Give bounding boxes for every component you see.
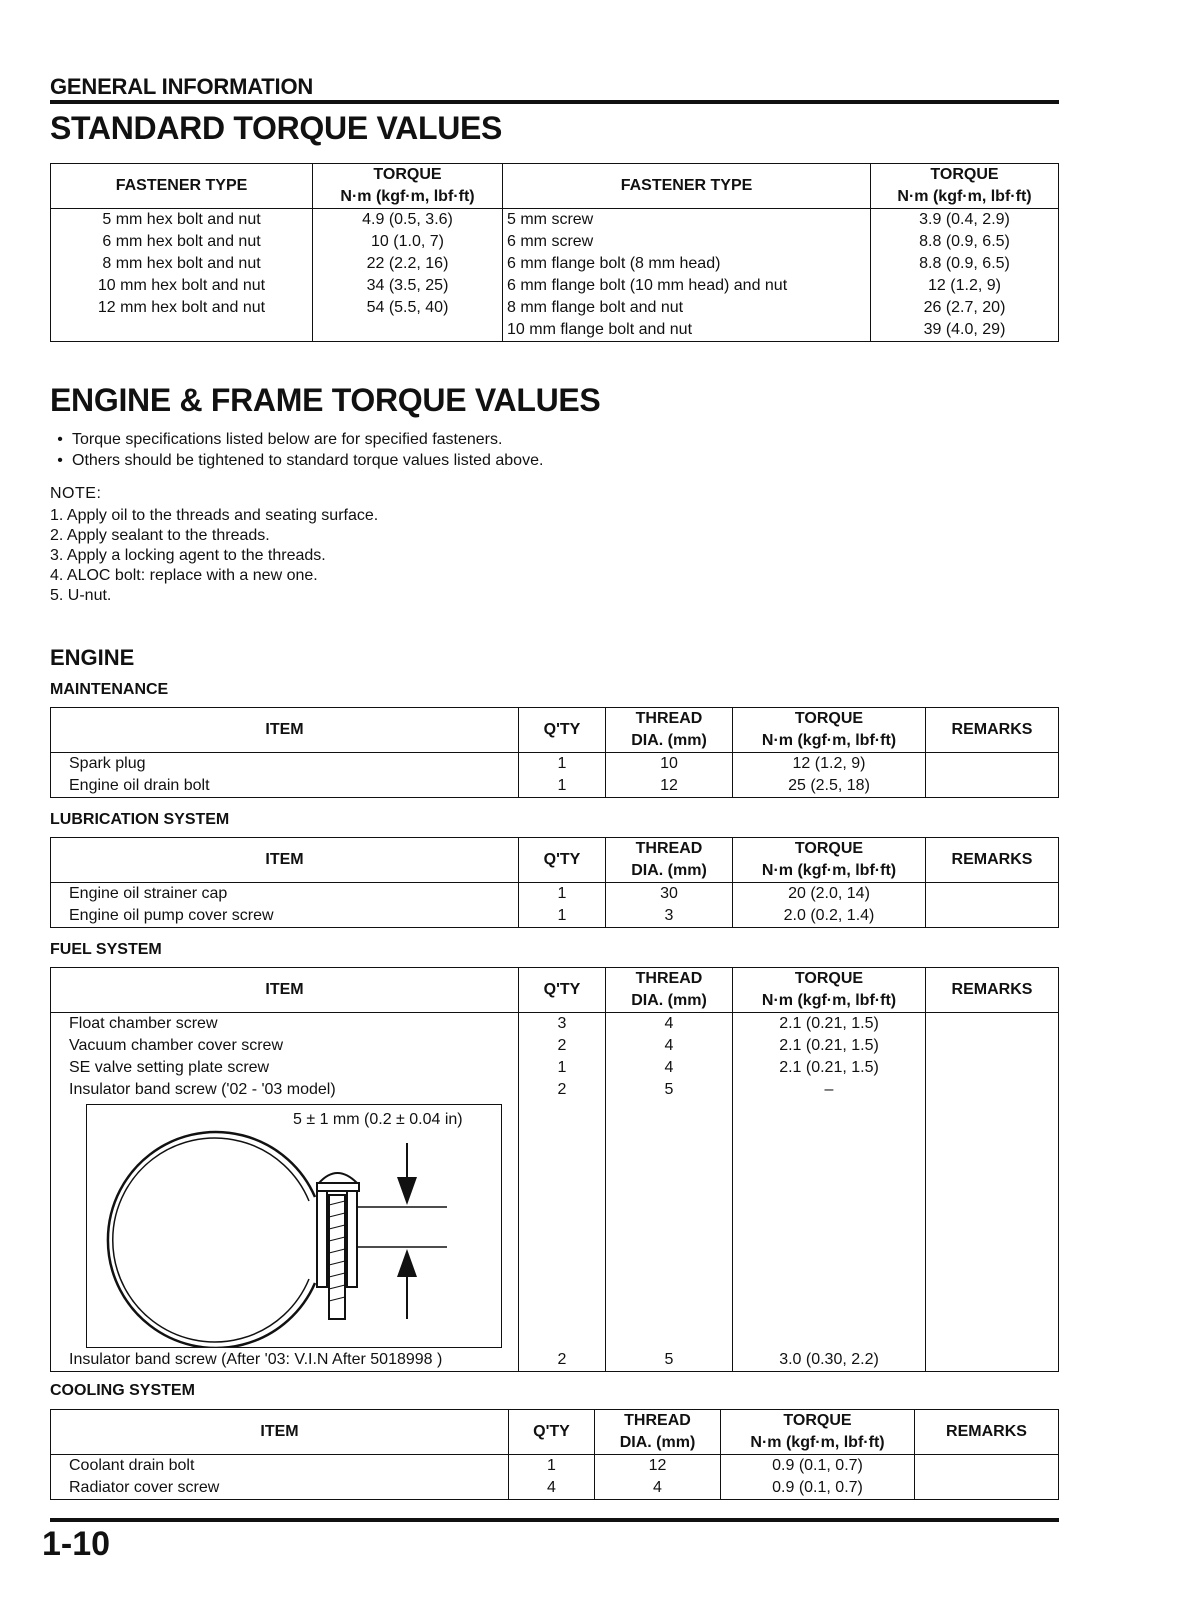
fuel-title: FUEL SYSTEM [50, 941, 162, 958]
band-clamp-drawing [87, 1105, 501, 1347]
section-label: GENERAL INFORMATION [50, 74, 314, 99]
col-remarks: REMARKS [926, 968, 1059, 1013]
table-row: 12 mm hex bolt and nut 54 (5.5, 40) 8 mm flange bolt and nut 26 (2.7, 20) [51, 297, 1059, 319]
col-torque: TORQUE N·m (kgf·m, lbf·ft) [871, 164, 1059, 209]
col-thread: THREAD DIA. (mm) [606, 968, 733, 1013]
table-row: Engine oil strainer cap 1 30 20 (2.0, 14) [51, 883, 1059, 906]
col-qty: Q'TY [519, 708, 606, 753]
col-remarks: REMARKS [926, 708, 1059, 753]
list-item: 1. Apply oil to the threads and seating surface. [50, 507, 379, 524]
col-torque: TORQUE N·m (kgf·m, lbf·ft) [721, 1410, 915, 1455]
col-thread: THREAD DIA. (mm) [595, 1410, 721, 1455]
list-item: 5. U-nut. [50, 587, 112, 604]
col-item: ITEM [51, 968, 519, 1013]
table-row: Engine oil drain bolt 1 12 25 (2.5, 18) [51, 775, 1059, 798]
list-item: 4. ALOC bolt: replace with a new one. [50, 567, 318, 584]
list-item: • Others should be tightened to standard torque values listed above. [50, 450, 543, 471]
col-torque: TORQUE N·m (kgf·m, lbf·ft) [733, 838, 926, 883]
note-label: NOTE: [50, 485, 102, 502]
diagram-dimension-label: 5 ± 1 mm (0.2 ± 0.04 in) [293, 1111, 463, 1128]
page-title: STANDARD TORQUE VALUES [50, 110, 503, 146]
col-torque: TORQUE N·m (kgf·m, lbf·ft) [733, 708, 926, 753]
page-number: 1-10 [42, 1525, 111, 1563]
col-torque: TORQUE N·m (kgf·m, lbf·ft) [313, 164, 503, 209]
table-row: Engine oil pump cover screw 1 3 2.0 (0.2, 1.4) [51, 905, 1059, 928]
table-row: 10 mm hex bolt and nut 34 (3.5, 25) 6 mm flange bolt (10 mm head) and nut 12 (1.2, 9) [51, 275, 1059, 297]
maintenance-table [50, 707, 1059, 798]
col-fastener-type: FASTENER TYPE [503, 164, 871, 209]
list-item: 2. Apply sealant to the threads. [50, 527, 270, 544]
col-remarks: REMARKS [926, 838, 1059, 883]
list-item: 3. Apply a locking agent to the threads. [50, 547, 326, 564]
lubrication-title: LUBRICATION SYSTEM [50, 811, 230, 828]
table-row: 8 mm hex bolt and nut 22 (2.2, 16) 6 mm flange bolt (8 mm head) 8.8 (0.9, 6.5) [51, 253, 1059, 275]
header-rule [50, 100, 1059, 104]
table-row: 5 mm hex bolt and nut 4.9 (0.5, 3.6) 5 mm screw 3.9 (0.4, 2.9) [51, 209, 1059, 232]
lubrication-table [50, 837, 1059, 928]
table-row: SE valve setting plate screw 1 4 2.1 (0.21, 1.5) [51, 1057, 1059, 1079]
table-row: 10 mm flange bolt and nut 39 (4.0, 29) [51, 319, 1059, 342]
insulator-band-diagram [86, 1104, 502, 1348]
col-qty: Q'TY [519, 968, 606, 1013]
col-item: ITEM [51, 838, 519, 883]
maintenance-title: MAINTENANCE [50, 681, 169, 698]
col-torque: TORQUE N·m (kgf·m, lbf·ft) [733, 968, 926, 1013]
table-row: 6 mm hex bolt and nut 10 (1.0, 7) 6 mm screw 8.8 (0.9, 6.5) [51, 231, 1059, 253]
col-remarks: REMARKS [915, 1410, 1059, 1455]
cooling-table [50, 1409, 1059, 1500]
bullet-list [50, 429, 543, 471]
table-row: Coolant drain bolt 1 12 0.9 (0.1, 0.7) [51, 1455, 1059, 1478]
table-row: Spark plug 1 10 12 (1.2, 9) [51, 753, 1059, 776]
col-thread: THREAD DIA. (mm) [606, 838, 733, 883]
table-row: Vacuum chamber cover screw 2 4 2.1 (0.21, 1.5) [51, 1035, 1059, 1057]
table-row: Float chamber screw 3 4 2.1 (0.21, 1.5) [51, 1013, 1059, 1036]
standard-torque-table [50, 163, 1059, 342]
footer-rule [50, 1518, 1059, 1522]
cooling-title: COOLING SYSTEM [50, 1382, 195, 1399]
table-row: Radiator cover screw 4 4 0.9 (0.1, 0.7) [51, 1477, 1059, 1500]
col-thread: THREAD DIA. (mm) [606, 708, 733, 753]
engine-title: ENGINE [50, 645, 135, 670]
list-item: • Torque specifications listed below are for specified fasteners. [50, 429, 543, 450]
col-fastener-type: FASTENER TYPE [51, 164, 313, 209]
col-item: ITEM [51, 1410, 509, 1455]
col-qty: Q'TY [509, 1410, 595, 1455]
engine-frame-title: ENGINE & FRAME TORQUE VALUES [50, 382, 601, 418]
col-item: ITEM [51, 708, 519, 753]
notes-list [50, 506, 378, 606]
table-row: Insulator band screw (After '03: V.I.N After 5018998 ) 2 5 3.0 (0.30, 2.2) [51, 1349, 1059, 1372]
col-qty: Q'TY [519, 838, 606, 883]
table-row: Insulator band screw ('02 - '03 model) 2 5 – [51, 1079, 1059, 1101]
